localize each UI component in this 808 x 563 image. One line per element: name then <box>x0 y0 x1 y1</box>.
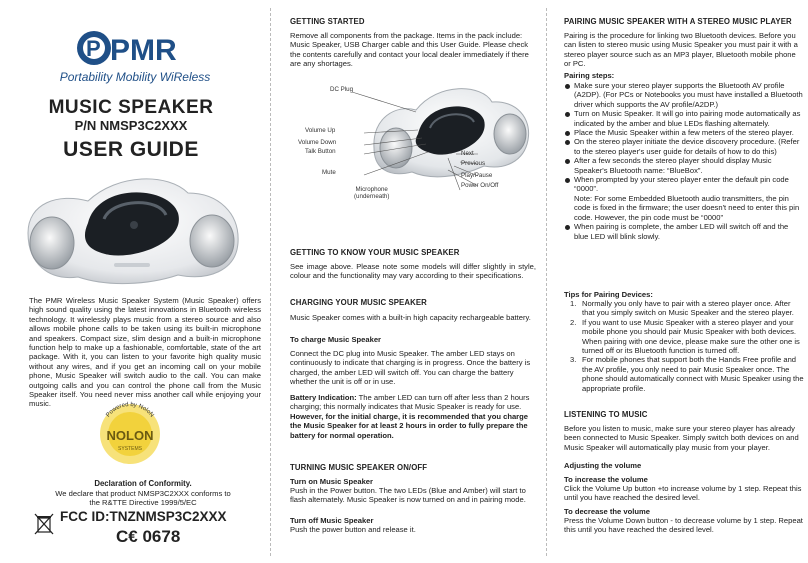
decrease-heading: To decrease the volume <box>564 507 650 516</box>
tips-list <box>564 299 804 393</box>
declaration-line1: We declare that product NMSP3C2XXX conforms to <box>55 488 231 498</box>
nolon-logo <box>92 394 168 470</box>
list-item: Turn on Music Speaker. It will go into pairing mode automatically as indicated by the amber and blue LEDs flashing alternately. <box>564 109 804 128</box>
pin-note: Note: For some Embedded Bluetooth audio transmitters, the pin code is fixed in the firmware; the user doesn't need to enter this pin code. However, the pin code must be “0000” <box>574 193 800 222</box>
fcc-id: FCC ID:TNZNMSP3C2XXX <box>60 509 227 524</box>
declaration <box>24 479 262 508</box>
callout-next: Next <box>461 150 474 157</box>
nolon-powered-by: Powered by NoloN <box>105 401 155 419</box>
increase-text: Click the Volume Up button +to increase volume by 1 step. Repeat this until you have reached the desired level. <box>564 484 802 503</box>
onoff-heading: TURNING MUSIC SPEAKER ON/OFF <box>290 463 428 472</box>
know-heading: GETTING TO KNOW YOUR MUSIC SPEAKER <box>290 248 460 257</box>
cover-column <box>0 0 262 563</box>
speaker-photo <box>18 163 244 289</box>
adjust-heading: Adjusting the volume <box>564 461 642 470</box>
svg-text:P: P <box>86 36 101 61</box>
column-divider <box>270 8 271 556</box>
speaker-diagram <box>278 78 538 218</box>
list-item: 2. If you want to use Music Speaker with a stereo player and your mobile phone you should pair Music Speaker with both devices. When pairing with one device, please make sure the other one is turned off or its Bluetooth function is turned off. <box>570 317 800 356</box>
charging-heading: CHARGING YOUR MUSIC SPEAKER <box>290 298 427 307</box>
increase-heading: To increase the volume <box>564 475 648 484</box>
nolon-name: NOLON <box>106 428 154 443</box>
pairing-steps-heading: Pairing steps: <box>564 71 615 80</box>
to-charge-heading: To charge Music Speaker <box>290 335 382 344</box>
battery-bold-text: However, for the initial charge, it is recommended that you charge the Music Speaker for at least 2 hours in order to fully prepare the battery for normal operation. <box>290 411 528 440</box>
pmr-logo-mark <box>74 26 186 70</box>
getting-started-heading: GETTING STARTED <box>290 17 365 26</box>
callout-microphone-label: Microphone <box>355 186 388 193</box>
listening-text: Before you listen to music, make sure your stereo player has already been connected to Music Speaker. Simply switch both devices on and Music Speaker will automatically play music from your player. <box>564 424 799 452</box>
list-item: 3. For mobile phones that support both the Hands Free profile and the AV profile, you only need to pair Music Speaker once. The phone should automatically connect with Music Speaker using the appropriate profile. <box>570 355 804 393</box>
callout-play-pause: Play/Pause <box>461 172 493 179</box>
list-item <box>564 175 804 222</box>
list-item: 1. Normally you only have to pair with a stereo player once. After that you simply switch on Music Speaker and the stereo player. <box>570 299 794 318</box>
tips-heading: Tips for Pairing Devices: <box>564 290 653 299</box>
pairing-steps-list <box>564 81 804 241</box>
callout-microphone-sub: (underneath) <box>354 193 390 200</box>
getting-started-text: Remove all components from the package. Items in the pack include: Music Speaker, USB Charger cable and this User Guide. Please check the contents carefully and contact your local dealer immediately if there are any shortages. <box>290 31 529 69</box>
tip-text: For mobile phones that support both the Hands Free profile and the AV profile, you only need to pair Music Speaker once. The phone should automatically connect with Music Speaker using the appropriate profile. <box>582 355 804 393</box>
callout-volume-up: Volume Up <box>305 127 336 134</box>
declaration-line2: the R&TTE Directive 1999/5/EC <box>89 498 197 508</box>
list-item: On the stereo player initiate the device discovery procedure. (Refer to the stereo player's user guide for details of how to do this) <box>564 137 804 156</box>
middle-column <box>278 0 538 563</box>
pmr-logo <box>50 26 220 94</box>
callout-volume-down: Volume Down <box>298 139 337 146</box>
list-item: When pairing is complete, the amber LED will switch off and the blue LED will blink slowly. <box>564 222 804 241</box>
decrease-text: Press the Volume Down button - to decrease volume by 1 step. Repeat this until you have reached the desired level. <box>564 516 803 535</box>
to-charge-text: Connect the DC plug into Music Speaker. The amber LED stays on continuously to indicate that charging is in progress. Once the battery is charged, the amber LED will switch off. You can charge the battery whether the unit is off or in use. <box>290 349 531 387</box>
pairing-text: Pairing is the procedure for linking two Bluetooth devices. Before you can listen to stereo music using Music Speaker you must pair it with a stereo player source such as an MP3 player, Bluetooth mobile phone or PC. <box>564 31 798 69</box>
know-text: See image above. Please note some models will differ slightly in style, colour and the functionality may vary according to their specifications. <box>290 262 536 281</box>
turn-off-text: Push the power button and release it. <box>290 525 416 534</box>
charging-text: Music Speaker comes with a built-in high capacity rechargeable battery. <box>290 313 531 322</box>
pmr-wordmark: PMR <box>110 34 177 67</box>
battery-text: The amber LED can turn off after less than 2 hours charging; this normally indicates that Music Speaker is ready for use. <box>290 393 530 412</box>
tagline: Portability Mobility WiReless <box>59 70 211 84</box>
turn-off-heading: Turn off Music Speaker <box>290 516 374 525</box>
battery-label: Battery Indication: <box>290 393 357 402</box>
ce-mark: C€ 0678 <box>116 527 181 546</box>
listening-heading: LISTENING TO MUSIC <box>564 410 648 419</box>
callout-microphone <box>354 186 389 200</box>
declaration-title: Declaration of Conformity. <box>94 479 192 488</box>
callout-talk-button: Talk Button <box>305 148 336 155</box>
battery-indication <box>290 393 536 440</box>
callout-power: Power On/Off <box>461 182 499 189</box>
turn-on-text: Push in the Power button. The two LEDs (Blue and Amber) will start to flash alternately. Music Speaker is now turned on and in pairing mode. <box>290 486 526 505</box>
weee-bin-icon <box>34 512 54 536</box>
list-item: After a few seconds the stereo player should display Music Speaker's Bluetooth name: “BlueBox”. <box>564 156 804 175</box>
callout-previous: Previous <box>461 160 486 167</box>
pairing-heading: PAIRING MUSIC SPEAKER WITH A STEREO MUSIC PLAYER <box>564 17 792 26</box>
nolon-sub: SYSTEMS <box>118 446 142 452</box>
turn-on-heading: Turn on Music Speaker <box>290 477 373 486</box>
product-title: MUSIC SPEAKER <box>48 97 214 118</box>
list-item: Make sure your stereo player supports the Bluetooth AV profile (A2DP). (For PCs or Notebooks you must have installed a Bluetooth driver which supports the AV profile/A2DP.) <box>564 81 804 109</box>
callout-mute: Mute <box>322 169 336 176</box>
right-column <box>553 0 805 563</box>
callout-dc-plug: DC Plug <box>330 86 354 93</box>
column-divider <box>546 8 547 556</box>
tip-text: If you want to use Music Speaker with a stereo player and your mobile phone you should pair Music Speaker with both devices. When pairing with one device, please make sure the other one is turned off or its Bluetooth function is turned off. <box>582 317 800 356</box>
list-item: Place the Music Speaker within a few meters of the stereo player. <box>564 128 804 137</box>
tip-text: Normally you only have to pair with a stereo player once. After that you simply switch on Music Speaker and the stereo player. <box>582 299 794 318</box>
intro-paragraph: The PMR Wireless Music Speaker System (Music Speaker) offers high sound quality using the latest innovations in Bluetooth wireless technology. It wirelessly plays music from a stereo source and also allows mobile phone calls to be taken using its built-in microphone and speakers. Compact size, slim design and a built-in microphone function help to make up a fashionable, comfortable, state of the art package. With it, you can listen to your favorite high quality music without any wires, and if you get an incoming call on your mobile phone, Music Speaker will switch audio to the call. You can make outgoing calls and you can control the phone call from the Music Speaker itself. You need never miss another call while enjoying your music. <box>29 296 261 409</box>
part-number: P/N NMSP3C2XXX <box>74 118 188 133</box>
guide-title: USER GUIDE <box>63 138 199 161</box>
compliance-row <box>34 509 262 546</box>
pin-step: When prompted by your stereo player enter the default pin code “0000”. <box>574 175 789 194</box>
